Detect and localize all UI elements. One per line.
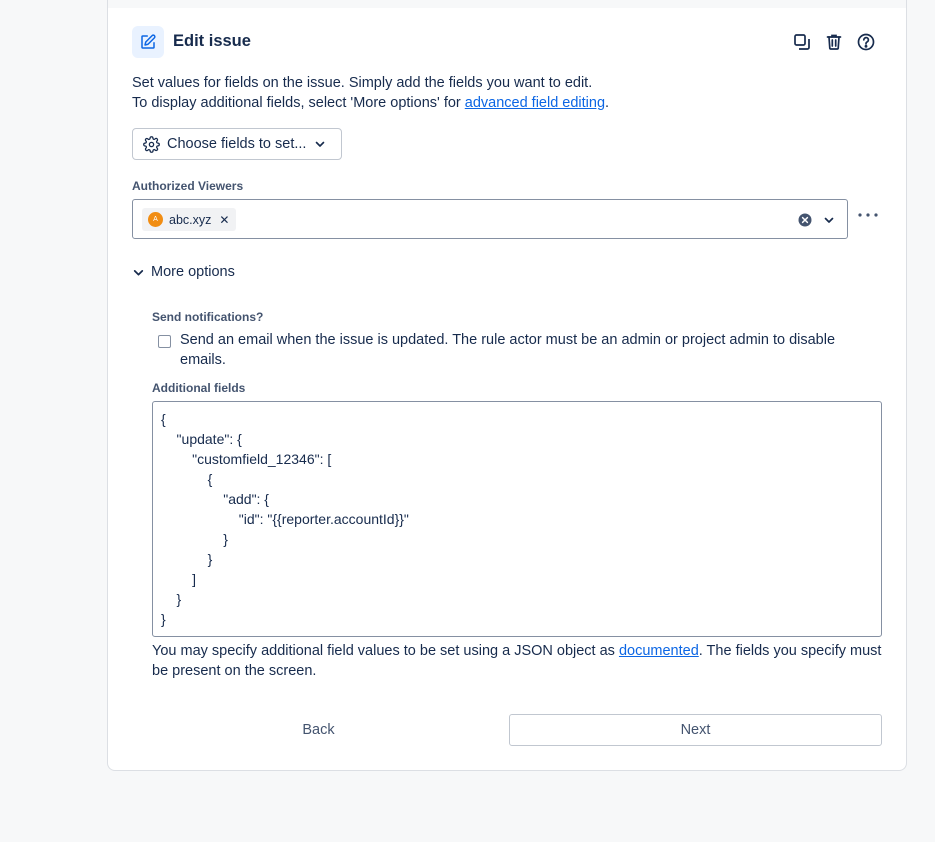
additional-fields-label: Additional fields [152, 381, 246, 395]
panel-top-strip [108, 0, 906, 8]
choose-fields-button[interactable] [132, 128, 342, 160]
more-actions-icon[interactable] [856, 205, 880, 225]
chevron-down-icon[interactable] [821, 212, 837, 228]
authorized-viewers-label: Authorized Viewers [132, 179, 244, 193]
edit-issue-panel [107, 0, 907, 771]
authorized-viewers-select[interactable] [132, 199, 848, 239]
panel-header [132, 26, 884, 58]
help-suffix: . The fields you specify must be present on the screen. [152, 643, 882, 679]
next-button[interactable]: Next [509, 714, 882, 746]
panel-description [132, 73, 609, 113]
additional-fields-help [152, 641, 887, 681]
edit-icon [132, 26, 164, 58]
duplicate-icon[interactable] [792, 32, 812, 52]
description-line-1: Set values for fields on the issue. Simply add the fields you want to edit. [132, 75, 593, 91]
send-email-checkbox[interactable] [158, 335, 171, 348]
back-button[interactable]: Back [132, 714, 505, 746]
avatar: A [148, 212, 163, 227]
additional-fields-json-input[interactable] [152, 401, 882, 637]
more-options-toggle[interactable] [132, 262, 235, 282]
send-notifications-label: Send notifications? [152, 310, 264, 324]
help-prefix: You may specify additional field values to be set using a JSON object as [152, 643, 619, 659]
send-email-checkbox-label[interactable]: Send an email when the issue is updated. The rule actor must be an admin or project admin to disable emails. [180, 332, 836, 368]
remove-tag-icon[interactable]: ✕ [219, 212, 230, 227]
help-icon[interactable] [856, 32, 876, 52]
description-line-2-prefix: To display additional fields, select 'More options' for [132, 95, 465, 111]
chevron-down-icon [314, 138, 326, 150]
delete-icon[interactable] [824, 32, 844, 52]
documented-link[interactable]: documented [618, 643, 699, 659]
advanced-field-editing-link[interactable]: advanced field editing [464, 95, 606, 111]
clear-icon[interactable] [797, 212, 813, 228]
chevron-down-icon [132, 266, 145, 279]
choose-fields-label: Choose fields to set... [167, 136, 307, 152]
description-line-2-suffix: . [605, 95, 610, 111]
panel-title: Edit issue [173, 32, 251, 50]
viewer-tag-label: abc.xyz [169, 212, 212, 227]
more-options-label: More options [151, 264, 235, 280]
viewer-tag [142, 208, 236, 231]
description-line-2 [132, 93, 609, 113]
gear-icon [143, 136, 160, 153]
